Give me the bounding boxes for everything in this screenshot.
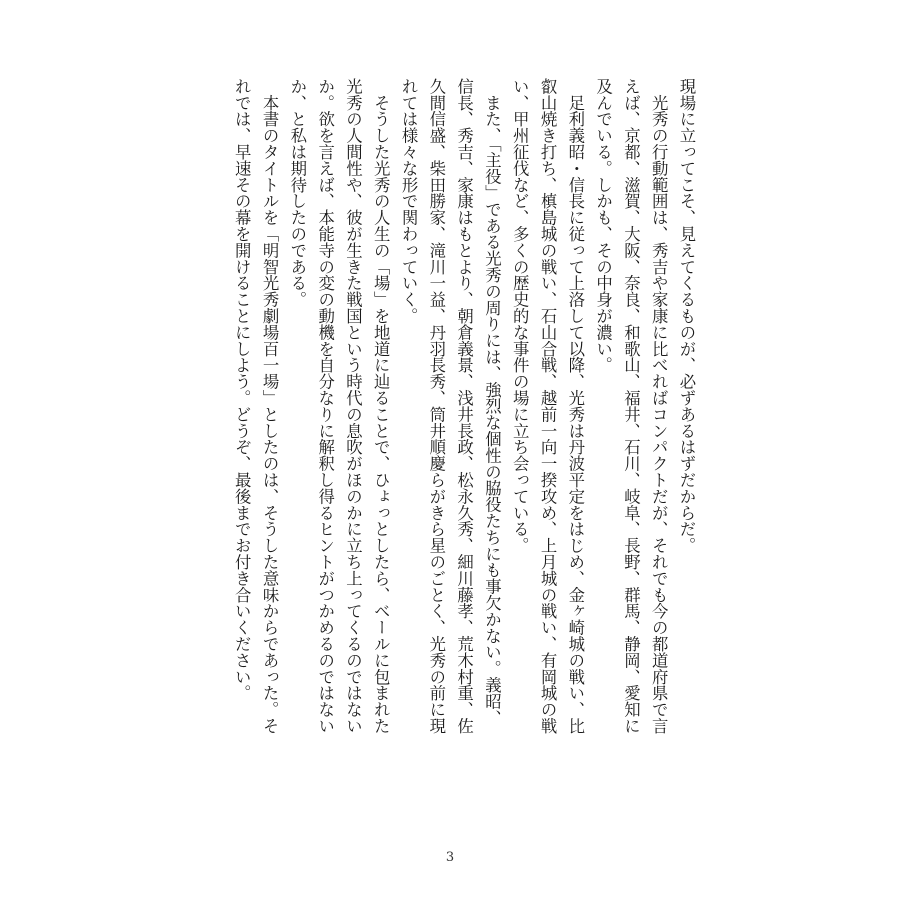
text-line: れでは、早速その幕を開けることにしよう。どうぞ、最後までお付き合いください。 [232,78,252,702]
text-line: 及んでいる。しかも、その中身が濃い。 [593,78,613,374]
text-line: そうした光秀の人生の「場」を地道に辿ることで、ひょっとしたら、ベールに包まれた [371,78,391,734]
text-line: い、甲州征伐など、多くの歴史的な事件の場に立ち会っている。 [510,78,530,554]
text-line: えば、京都、滋賀、大阪、奈良、和歌山、福井、石川、岐阜、長野、群馬、静岡、愛知に [621,78,641,734]
vertical-text-body [232,78,700,734]
text-line: 光秀の行動範囲は、秀吉や家康に比べればコンパクトだが、それでも今の都道府県で言 [649,78,669,734]
text-line: か。欲を言えば、本能寺の変の動機を自分なりに解釈し得るヒントがつかめるのではない [315,78,335,734]
text-line: また、「主役」である光秀の周りには、強烈な個性の脇役たちにも事欠かない。義昭、 [482,78,502,726]
text-line: 信長、秀吉、家康はもとより、朝倉義景、浅井長政、松永久秀、細川藤孝、荒木村重、佐 [454,78,474,734]
text-line: か、と私は期待したのである。 [287,78,307,308]
text-line: 足利義昭・信長に従って上洛して以降、光秀は丹波平定をはじめ、金ヶ崎城の戦い、比 [565,78,585,734]
page-number: 3 [445,850,455,865]
text-line: 本書のタイトルを「明智光秀劇場百一場」としたのは、そうした意味からであった。そ [260,78,280,734]
text-line: れては様々な形で関わっていく。 [399,78,419,324]
text-line: 光秀の人間性や、彼が生きた戦国という時代の息吹がほのかに立ち上ってくるのではない [343,78,363,734]
text-line: 現場に立ってこそ、見えてくるものが、必ずあるはずだからだ。 [677,78,696,554]
text-line: 久間信盛、柴田勝家、滝川一益、丹羽長秀、筒井順慶らがきら星のごとく、光秀の前に現 [426,78,446,734]
text-line: 叡山焼き打ち、槙島城の戦い、石山合戦、越前一向一揆攻め、上月城の戦い、有岡城の戦 [538,78,558,734]
